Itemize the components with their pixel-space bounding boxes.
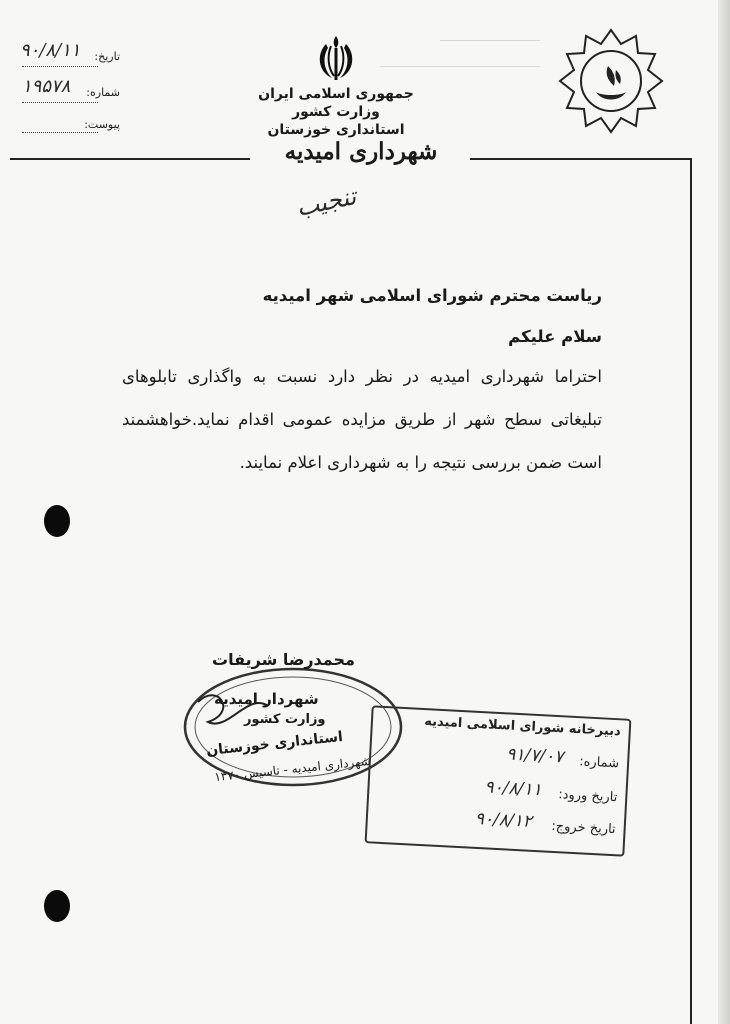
handwritten-annotation: تنجیب — [293, 182, 359, 222]
faint-line — [440, 40, 540, 41]
faint-line — [380, 66, 540, 67]
date-dots — [22, 66, 98, 67]
number-value: ۱۹۵۷۸ — [22, 76, 71, 97]
stamp-entry-label: تاریخ ورود: — [557, 787, 618, 806]
stamp-exit-label: تاریخ خروج: — [551, 818, 617, 838]
municipality-title: شهرداری امیدیه — [284, 138, 438, 165]
frame-right-rule — [690, 158, 692, 1024]
secretariat-stamp — [365, 705, 632, 856]
attachment-dots — [22, 132, 98, 133]
stamp-number-label: شماره: — [578, 754, 620, 772]
stamp-entry-value: ۹۰/۸/۱۱ — [484, 777, 543, 801]
scan-edge — [718, 0, 730, 1024]
attachment-label: پیوست: — [84, 118, 120, 131]
punch-hole — [44, 505, 70, 537]
stamp-exit-value: ۹۰/۸/۱۲ — [474, 808, 533, 832]
stamp-title: دبیرخانه شورای اسلامی امیدیه — [423, 714, 622, 740]
date-value: ۹۰/۸/۱۱ — [20, 40, 81, 61]
iran-emblem-icon — [312, 32, 360, 84]
seal-line-ministry: وزارت کشور — [244, 712, 326, 727]
municipality-logo-icon — [556, 26, 666, 136]
number-dots — [22, 102, 98, 103]
letter-greeting: سلام علیکم — [508, 327, 602, 346]
signatory-title: شهردار امیدیه — [214, 690, 319, 708]
letter-body: احتراما شهرداری امیدیه در نظر دارد نسبت به واگذاری تابلوهای تبلیغاتی سطح شهر از طریق مزایده عمومی اقدام نماید.خواهشمند است ضمن بررسی نتیجه را به شهرداری اعلام نمایند. — [122, 367, 602, 472]
header-rule-right — [470, 158, 692, 160]
date-label: تاریخ: — [94, 50, 120, 63]
letter-addressee: ریاست محترم شورای اسلامی شهر امیدیه — [262, 286, 602, 305]
ministry-line: وزارت کشور — [292, 104, 380, 120]
punch-hole — [44, 890, 70, 922]
number-label: شماره: — [86, 86, 120, 99]
governorate-line: استانداری خوزستان — [267, 122, 405, 138]
signatory-name: محمدرضا شریفات — [212, 650, 355, 669]
seal-line-governorate: استانداری خوزستان — [205, 728, 344, 760]
header-rule-left — [10, 158, 250, 160]
stamp-number-value: ۹۱/۷/۰۷ — [505, 744, 564, 768]
seal-line-municipality: شهرداری امیدیه - تاسیس ۱۳۷۰ — [213, 753, 372, 785]
republic-line: جمهوری اسلامی ایران — [258, 86, 414, 102]
